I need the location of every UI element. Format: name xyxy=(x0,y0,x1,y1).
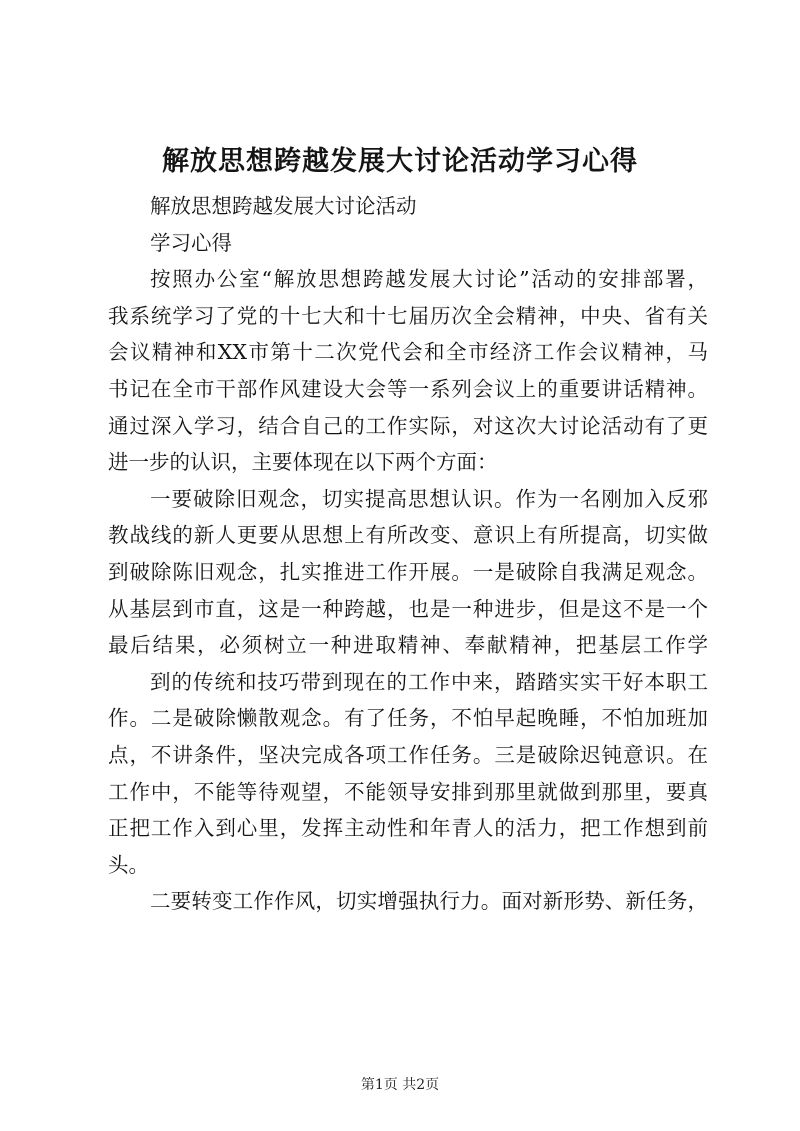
document-title: 解放思想跨越发展大讨论活动学习心得 xyxy=(162,146,638,177)
paragraph-line: 书记在全市干部作风建设大会等一系列会议上的重要讲话精神。 xyxy=(108,376,708,401)
paragraph-line: 会议精神和XX市第十二次党代会和全市经济工作会议精神，马 xyxy=(108,340,708,365)
paragraph-line: 到破除陈旧观念，扎实推进工作开展。一是破除自我满足观念。 xyxy=(108,559,708,584)
paragraph-line: 到的传统和技巧带到现在的工作中来，踏踏实实干好本职工 xyxy=(150,669,708,694)
paragraph-line: 最后结果，必须树立一种进取精神、奉献精神，把基层工作学 xyxy=(108,633,708,658)
paragraph-line: 正把工作入到心里，发挥主动性和年青人的活力，把工作想到前 xyxy=(108,816,708,841)
paragraph-line: 从基层到市直，这是一种跨越，也是一种进步，但是这不是一个 xyxy=(108,596,708,621)
paragraph-line: 点，不讲条件，坚决完成各项工作任务。三是破除迟钝意识。在 xyxy=(108,742,708,767)
paragraph-line: 按照办公室“解放思想跨越发展大讨论”活动的安排部署， xyxy=(150,267,708,292)
subtitle-line: 学习心得 xyxy=(150,230,232,255)
paragraph-line: 作。二是破除懒散观念。有了任务，不怕早起晚睡，不怕加班加 xyxy=(108,706,708,731)
paragraph-line: 我系统学习了党的十七大和十七届历次全会精神，中央、省有关 xyxy=(108,303,708,328)
paragraph-line: 二要转变工作作风，切实增强执行力。面对新形势、新任务， xyxy=(150,889,708,914)
paragraph-line: 一要破除旧观念，切实提高思想认识。作为一名刚加入反邪 xyxy=(150,486,708,511)
subtitle-line: 解放思想跨越发展大讨论活动 xyxy=(150,194,417,218)
paragraph-line: 进一步的认识，主要体现在以下两个方面： xyxy=(108,450,498,475)
paragraph-line: 工作中，不能等待观望，不能领导安排到那里就做到那里，要真 xyxy=(108,779,708,804)
paragraph-line: 通过深入学习，结合自己的工作实际，对这次大讨论活动有了更 xyxy=(108,413,708,438)
paragraph-line: 教战线的新人更要从思想上有所改变、意识上有所提高，切实做 xyxy=(108,523,708,548)
paragraph-line: 头。 xyxy=(108,852,149,877)
document-body xyxy=(108,188,708,920)
page-footer: 第1页 共2页 xyxy=(360,1077,440,1093)
